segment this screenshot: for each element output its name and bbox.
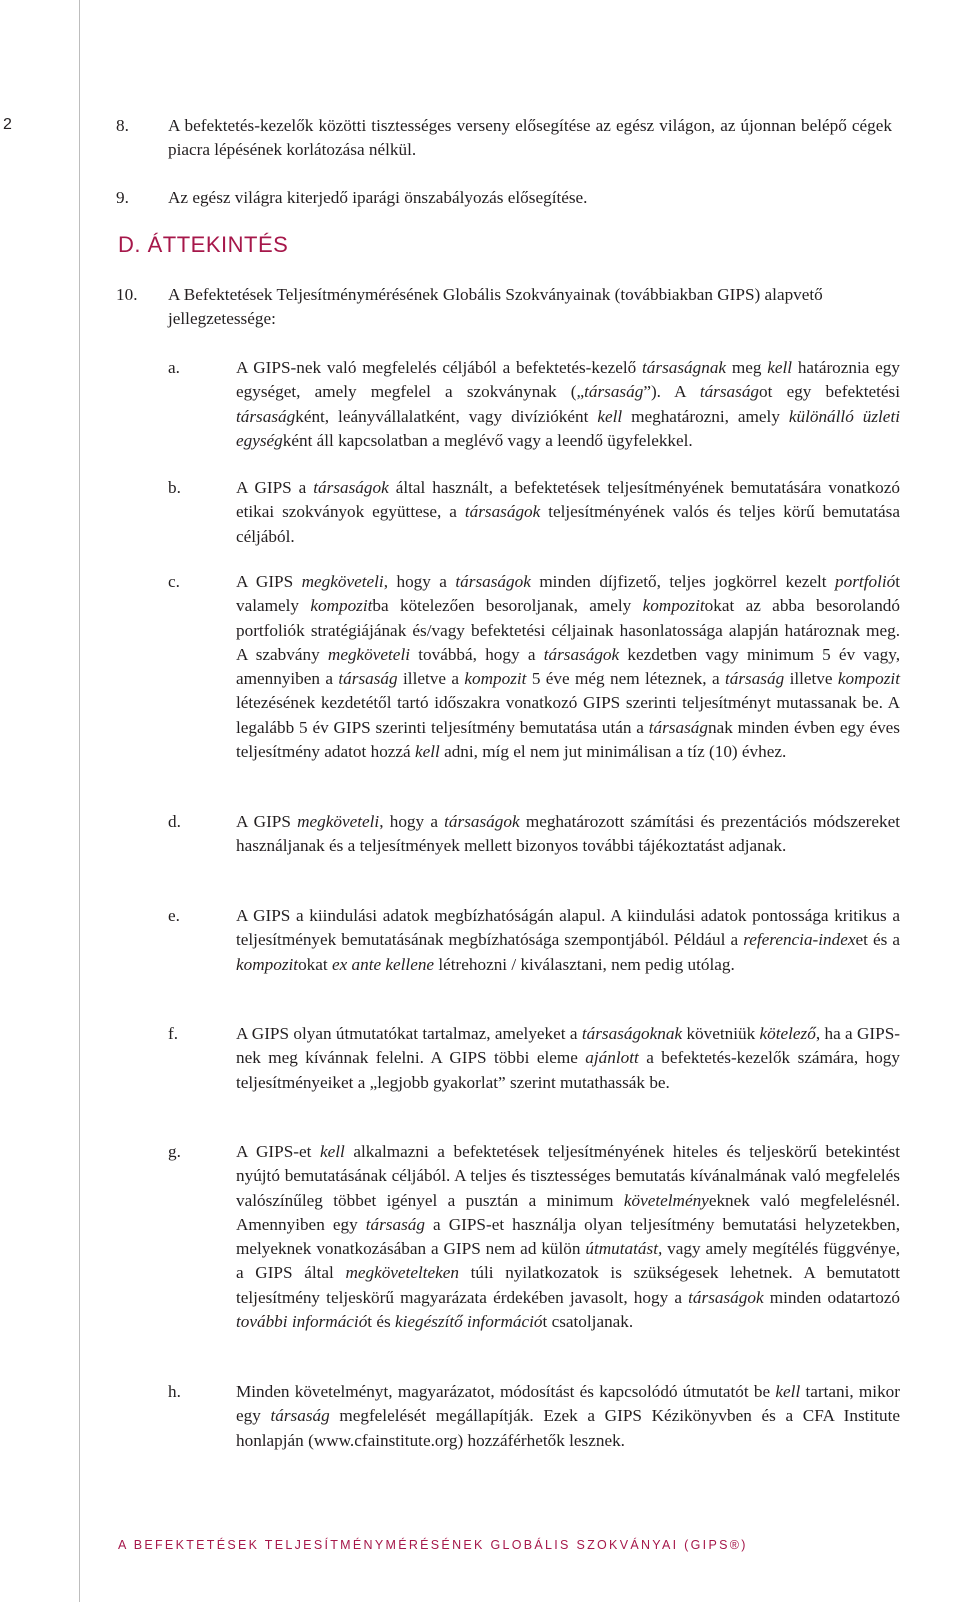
item-text: Az egész világra kiterjedő iparági önszabályozás elősegítése. bbox=[168, 188, 588, 207]
item-text: A Befektetések Teljesítménymérésének Globális Szokványainak (továbbiakban GIPS) alapvető jellegzetessége: bbox=[168, 285, 823, 329]
item-number: 9. bbox=[116, 188, 129, 207]
subitem-text: A GIPS a társaságok által használt, a befektetések teljesítményének bemutatására vonatkozó etikai szokványok együttese, a társaságok teljesítményének valós és teljes körű bemutatása céljából. bbox=[236, 478, 900, 546]
subitem-text: Minden követelményt, magyarázatot, módosítást és kapcsolódó útmutatót be kell tartani, mikor egy társaság megfelelését megállapítják. Ezek a GIPS Kézikönyvben és a CFA Institute honlapján (www.cfainstitute.org) hozzáférhetők lesznek. bbox=[236, 1382, 900, 1450]
subitem-text: A GIPS megköveteli, hogy a társaságok meghatározott számítási és prezentációs módszereket használjanak és a teljesítmények mellett bizonyos további tájékoztatást adjanak. bbox=[236, 812, 900, 856]
subitem-letter: g. bbox=[168, 1142, 181, 1161]
item-number: 8. bbox=[116, 116, 129, 135]
subitem-letter: c. bbox=[168, 572, 180, 591]
subitem-text: A GIPS a kiindulási adatok megbízhatóságán alapul. A kiindulási adatok pontossága kritikus a teljesítmények bemutatásának megbízhatósága szempontjából. Például a referencia-indexet és a kompozitokat ex ante kellene létrehozni / kiválasztani, nem pedig utólag. bbox=[236, 906, 900, 974]
item-number: 10. bbox=[116, 285, 138, 304]
subitem-letter: a. bbox=[168, 358, 180, 377]
section-heading: D. ÁTTEKINTÉS bbox=[118, 232, 289, 257]
subitem-text: A GIPS-nek való megfelelés céljából a befektetés-kezelő társaságnak meg kell határoznia egy egységet, amely megfelel a szokványnak („társaság”). A társaságot egy befektetési társaságként, leányvállalatként, vagy divízióként kell meghatározni, amely különálló üzleti egységként áll kapcsolatban a meglévő vagy a leendő ügyfelekkel. bbox=[236, 358, 900, 450]
subitem-letter: e. bbox=[168, 906, 180, 925]
subitem-text: A GIPS megköveteli, hogy a társaságok minden díjfizető, teljes jogkörrel kezelt portfoliót valamely kompozitba kötelezően besoroljanak, amely kompozitokat az abba besorolandó portfoliók stratégiájának és/vagy befektetési céljainak hasonlatossága alapján határoznak meg. A szabvány megköveteli továbbá, hogy a társaságok kezdetben vagy minimum 5 év vagy, amennyiben a társaság illetve a kompozit 5 éve még nem léteznek, a társaság illetve kompozit létezésének kezdetétől tartó időszakra vonatkozó GIPS szerinti teljesítményt mutassanak be. A legalább 5 év GIPS szerinti teljesítmény bemutatása után a társaságnak minden évben egy éves teljesítmény adatot hozzá kell adni, míg el nem jut minimálisan a tíz (10) évhez. bbox=[236, 572, 900, 762]
subitem-letter: f. bbox=[168, 1024, 179, 1043]
running-footer: A BEFEKTETÉSEK TELJESÍTMÉNYMÉRÉSÉNEK GLOBÁLIS SZOKVÁNYAI (GIPS®) bbox=[118, 1538, 748, 1552]
item-text: A befektetés-kezelők közötti tisztességes verseny elősegítése az egész világon, az újonnan belépő cégek piacra lépésének korlátozása nélkül. bbox=[168, 116, 892, 160]
margin-rule bbox=[79, 0, 80, 1602]
subitem-text: A GIPS olyan útmutatókat tartalmaz, amelyeket a társaságoknak követniük kötelező, ha a GIPS-nek meg kívánnak felelni. A GIPS többi eleme ajánlott a befektetés-kezelők számára, hogy teljesítményeiket a „legjobb gyakorlat” szerint mutathassák be. bbox=[236, 1024, 900, 1092]
page-number: 2 bbox=[3, 116, 12, 133]
subitem-letter: d. bbox=[168, 812, 181, 831]
subitem-letter: b. bbox=[168, 478, 181, 497]
subitem-text: A GIPS-et kell alkalmazni a befektetések teljesítményének hiteles és teljeskörű betekintést nyújtó bemutatásának céljából. A teljes és tisztességes bemutatás kívánalmának való megfelelés valószínűleg többet igényel a pusztán a minimum követelményeknek való megfelelésnél. Amennyiben egy társaság a GIPS-et használja olyan teljesítmény bemutatási helyzetekben, melyeknek vonatkozásában a GIPS nem ad külön útmutatást, vagy amely megítélés függvénye, a GIPS által megkövetelteken túli nyilatkozatok is szükségesek lehetnek. A bemutatott teljesítmény teljeskörű magyarázata érdekében javasolt, hogy a társaságok minden odatartozó további információt és kiegészítő információt csatoljanak. bbox=[236, 1142, 901, 1332]
subitem-letter: h. bbox=[168, 1382, 181, 1401]
